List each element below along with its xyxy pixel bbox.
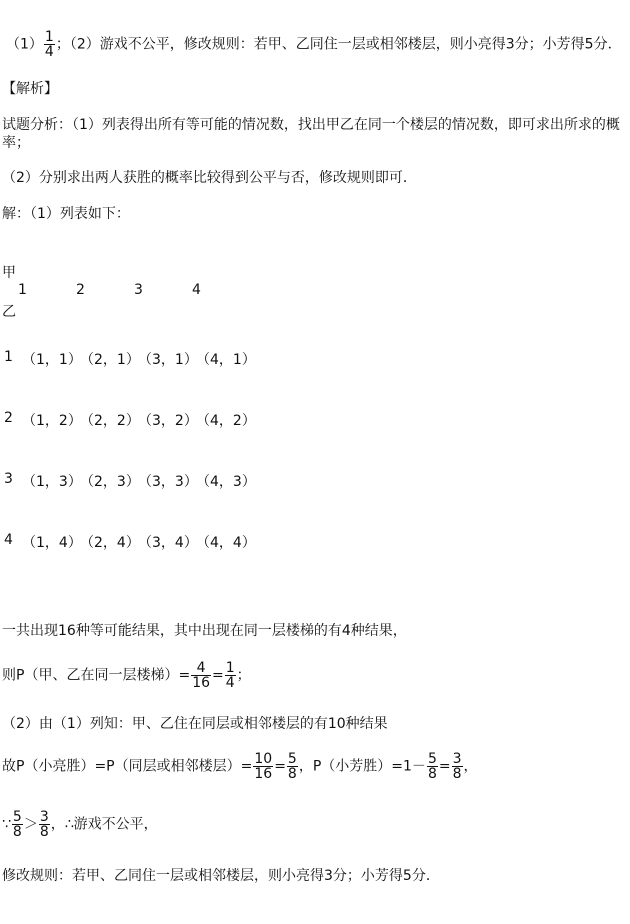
analysis-line-1: 试题分析：（1）列表得出所有等可能的情况数，找出甲乙在同一个楼层的情况数，即可求出所求的概 (2, 117, 620, 133)
fraction-numerator: 3 (39, 809, 49, 825)
total-outcomes-line: 一共出现16种等可能结果，其中出现在同一层楼梯的有4种结果， (2, 623, 407, 639)
table-row-label: 4 (4, 532, 13, 548)
table-col-header-3: 3 (134, 282, 143, 298)
fraction-denominator: 8 (39, 824, 49, 840)
prob2-fraction-1 (253, 752, 273, 781)
answer-fraction (44, 30, 55, 59)
fraction-numerator: 5 (12, 809, 22, 825)
answer-separator: ； (55, 36, 70, 53)
part2-count-line: （2）由（1）列知：甲、乙住在同层或相邻楼层的有10种结果 (2, 716, 388, 732)
fraction-denominator: 4 (225, 675, 235, 691)
table-cell: （4，2） (196, 413, 256, 429)
table-cell: （1，1） (22, 352, 82, 368)
table-row-label: 1 (4, 349, 13, 365)
prob1-end: ； (236, 667, 251, 684)
fraction-numerator: 3 (452, 751, 462, 767)
table-row-label: 3 (4, 471, 13, 487)
prob2-middle: ，P（小芳胜）=1－ (298, 758, 426, 775)
probability-win-line (2, 752, 478, 781)
fraction-numerator: 5 (427, 751, 437, 767)
compare-fraction-1 (12, 810, 23, 839)
table-col-header-4: 4 (192, 282, 201, 298)
modified-rule-line: 修改规则：若甲、乙同住一层或相邻楼层，则小亮得3分；小芳得5分． (2, 868, 440, 884)
prob2-fraction-4 (452, 752, 463, 781)
table-cell: （3，2） (138, 413, 198, 429)
table-corner-bottom: 乙 (2, 304, 16, 320)
prob1-prefix: 则P（甲、乙在同一层楼梯）= (2, 667, 191, 684)
prob2-prefix: 故P（小亮胜）=P（同层或相邻楼层）= (2, 758, 253, 775)
fraction-denominator: 8 (452, 766, 462, 782)
probability-same-floor-line (2, 661, 251, 690)
analysis-line-2: （2）分别求出两人获胜的概率比较得到公平与否，修改规则即可． (2, 170, 417, 186)
fraction-denominator: 4 (44, 44, 54, 60)
equals-sign: = (274, 758, 286, 775)
analysis-line-1-wrap: 率； (2, 135, 30, 151)
compare-end: ，∴游戏不公平， (50, 816, 158, 833)
table-cell: （4，4） (196, 535, 256, 551)
fraction-numerator: 1 (44, 29, 54, 45)
table-cell: （2，3） (80, 474, 140, 490)
table-row-label: 2 (4, 410, 13, 426)
analysis-header: 【解析】 (2, 81, 58, 97)
fraction-denominator: 16 (192, 675, 211, 691)
greater-than-sign: ＞ (23, 816, 38, 833)
table-cell: （3，4） (138, 535, 198, 551)
table-cell: （2，2） (80, 413, 140, 429)
table-col-header-2: 2 (76, 282, 85, 298)
table-cell: （1，2） (22, 413, 82, 429)
fraction-numerator: 5 (287, 751, 297, 767)
prob2-end: ， (463, 758, 478, 775)
table-cell: （3，3） (138, 474, 198, 490)
table-cell: （3，1） (138, 352, 198, 368)
prob1-fraction-2 (225, 661, 236, 690)
comparison-line (2, 810, 158, 839)
table-cell: （4，3） (196, 474, 256, 490)
table-cell: （4，1） (196, 352, 256, 368)
compare-fraction-2 (39, 810, 50, 839)
fraction-denominator: 8 (427, 766, 437, 782)
answer-part1-prefix: （1） (6, 36, 43, 53)
fraction-numerator: 10 (254, 751, 273, 767)
prob2-fraction-3 (427, 752, 438, 781)
answer-part2: （2）游戏不公平，修改规则：若甲、乙同住一层或相邻楼层，则小亮得3分；小芳得5分． (69, 36, 622, 53)
answer-line (6, 30, 622, 59)
table-cell: （1，3） (22, 474, 82, 490)
table-cell: （1，4） (22, 535, 82, 551)
fraction-numerator: 1 (225, 660, 235, 676)
because-symbol: ∵ (2, 816, 11, 833)
prob1-fraction-1 (191, 661, 211, 690)
table-col-header-1: 1 (18, 282, 27, 298)
fraction-numerator: 4 (191, 661, 211, 676)
solution-intro: 解：（1）列表如下： (2, 206, 130, 222)
equals-sign: = (438, 758, 451, 775)
table-cell: （2，4） (80, 535, 140, 551)
table-corner-top: 甲 (2, 265, 16, 281)
equals-sign: = (212, 667, 224, 684)
prob2-fraction-2 (287, 752, 298, 781)
fraction-denominator: 16 (254, 766, 273, 782)
fraction-denominator: 8 (12, 824, 22, 840)
table-cell: （2，1） (80, 352, 140, 368)
fraction-denominator: 8 (287, 766, 297, 782)
